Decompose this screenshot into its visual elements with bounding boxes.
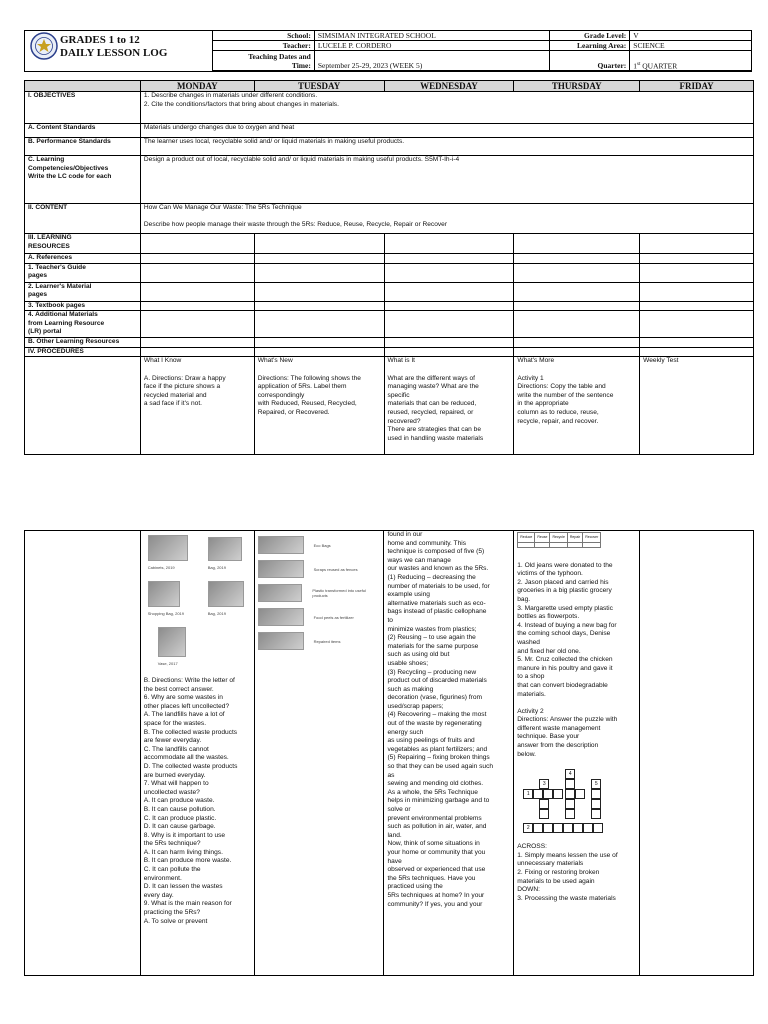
crossword-cell: [563, 823, 573, 833]
learning-resources-label: III. LEARNING RESOURCES: [25, 234, 141, 254]
eco-bags-photo: [258, 536, 304, 554]
answer-col-reuse: Reuse: [535, 533, 550, 543]
answer-col-recover: Recover: [583, 533, 601, 543]
title-line-1: GRADES 1 to 12: [60, 34, 140, 46]
tuesday-picture-row: [258, 605, 381, 629]
empty-cell: [384, 263, 514, 282]
crossword-cell: [565, 809, 575, 819]
teachers-guide-label: 1. Teacher's Guide pages: [25, 263, 141, 282]
empty-cell: [140, 311, 254, 338]
content-standards-text: Materials undergo changes due to oxygen and heat: [140, 124, 753, 138]
thursday-continued: [514, 531, 640, 976]
content-standards-label: A. Content Standards: [25, 124, 141, 138]
empty-cell: [140, 338, 254, 348]
crossword-cell: [591, 799, 601, 809]
activity-sentences: 1. Old jeans were donated to the victims of the typhoon. 2. Jason placed and carried his groceries in a big plastic grocery bag. 3. Margarette used empty plastic bottles as flowerpots. 4. Instead of buying a new bag for the coming school days, Denise washed and fixed her old one. 5. Mr. Cruz collected the chicken manure in his poultry and gave it to a shop that can convert biodegradable materials. Activity 2 Directions: Answer the puzzle with different waste management technique. Base your answer from the description below.: [517, 561, 618, 758]
crossword-cell: 1: [523, 789, 533, 799]
empty-cell: [254, 311, 384, 338]
repair-photo: [258, 632, 304, 650]
crossword-cell: [543, 823, 553, 833]
tuesday-picture-row: [258, 581, 381, 605]
grade-level-label: Grade Level:: [550, 31, 630, 41]
empty-cell: [384, 254, 514, 264]
crossword-cell: [565, 779, 575, 789]
empty-cell: [140, 301, 254, 311]
bag-photo: [208, 537, 242, 561]
crossword-cell: 2: [523, 823, 533, 833]
picture-caption: Scraps reused as fences: [313, 566, 358, 572]
references-label: A. References: [25, 254, 141, 264]
learners-material-label: 2. Learner's Material pages: [25, 282, 141, 301]
shopping-bag-photo: [148, 581, 180, 607]
crossword-cell: 5: [591, 779, 601, 789]
empty-cell: [583, 542, 601, 547]
wednesday-continued: found in our home and community. This technique is composed of five (5) ways we can manage our wastes and known as the 5Rs. (1) Reducing – decreasing the number of materials to be used, for example using alternative materials such as eco- bags instead of plastic cellophane to minimize wastes from plastics; (2) Reusing – to use again the materials for the same purpose such as using old but usable shoes; (3) Recycling – producing new product out of discarded materials such as making decoration (vase, figurines) from used/scrap papers; (4) Recovering – making the most out of the waste by regenerating energy such as using peelings of fruits and vegetables as plant fertilizers; and (5) Repairing – fixing broken things so that they can be used again such as sewing and mending old clothes. As a whole, the 5Rs Technique helps in minimizing garbage and to solve or prevent environmental problems such as pollution in air, water, and land. Now, think of some situations in your home or community that you have observed or experienced that use the 5Rs techniques. Have you practiced using the 5Rs techniques at home? In your community? If yes, you and your: [384, 531, 514, 976]
answer-col-repair: Repair: [567, 533, 582, 543]
title-line-2: DAILY LESSON LOG: [60, 47, 168, 59]
learning-competencies-label: C. Learning Competencies/Objectives Write the LC code for each: [25, 156, 141, 204]
procedures-label: IV. PROCEDURES: [25, 347, 141, 357]
procedure-monday: What I Know A. Directions: Draw a happy face if the picture shows a recycled material and a sad face if it's not.: [140, 357, 254, 455]
learning-competencies-text: Design a product out of local, recyclable solid and/ or liquid materials in making useful products. S5MT-Ih-i-4: [140, 156, 753, 204]
tuesday-continued: [254, 531, 384, 976]
teacher-label: Teacher:: [213, 41, 315, 51]
procedure-wednesday: What is It What are the different ways of managing waste? What are the specific materials that can be reduced, reused, recycled, repaired, or recovered? There are strategies that can be used in handling waste materials: [384, 357, 514, 455]
teaching-dates-value: September 25-29, 2023 (WEEK 5): [314, 51, 550, 71]
empty-cell: [535, 542, 550, 547]
empty-cell: [640, 301, 754, 311]
quarter-label: Quarter:: [550, 51, 630, 71]
crossword-cell: [573, 823, 583, 833]
picture-item: [158, 627, 186, 666]
quarter-value: [630, 51, 752, 71]
empty-cell: [384, 311, 514, 338]
empty-cell: [254, 254, 384, 264]
empty-cell: [514, 338, 640, 348]
picture-caption: Bag, 2019: [207, 610, 226, 616]
cabinet-photo: [148, 535, 188, 561]
lesson-log-table-continued: [24, 530, 754, 976]
tuesday-picture-row: [258, 629, 381, 653]
picture-item: [148, 581, 184, 616]
crossword-cell: 4: [565, 769, 575, 779]
school-label: School:: [213, 31, 315, 41]
empty-cell: [514, 234, 640, 254]
recycled-pictures: [144, 531, 251, 677]
picture-caption: Vase, 2017: [157, 660, 178, 666]
empty-cell: [514, 347, 640, 357]
content-label: II. CONTENT: [25, 204, 141, 234]
crossword-clues: ACROSS: 1. Simply means lessen the use of unnecessary materials 2. Fixing or restoring broken materials to be used again DOWN: 3. Processing the waste materials: [517, 843, 618, 902]
empty-cell: [140, 254, 254, 264]
monday-quiz-text: B. Directions: Write the letter of the best correct answer. 6. Why are some wastes in other places left uncollected? A. The landfills have a lot of space for the wastes. B. The collected waste products are fewer everyday. C. The landfills cannot accommodate all the wastes. D. The collected waste products are burned everyday. 7. What will happen to uncollected waste? A. It can produce waste. B. It can cause pollution. C. It can produce plastic. D. It can cause garbage. 8. Why is it important to use the 5Rs technique? A. It can harm living things. B. It can produce more waste. C. It can pollute the environment. D. It can lessen the wastes every day. 9. What is the main reason for practicing the 5Rs? A. To solve or prevent: [143, 677, 238, 925]
procedure-thursday: What's More Activity 1 Directions: Copy the table and write the number of the sentence in the appropriate column as to reduce, reuse, recycle, repair, and recover.: [514, 357, 640, 455]
spacer: [517, 548, 636, 562]
crossword-cell: 3: [539, 779, 549, 789]
empty-cell: [518, 542, 535, 547]
empty-cell: [550, 542, 567, 547]
crossword-cell: [565, 799, 575, 809]
empty-cell: [384, 282, 514, 301]
empty-cell: [25, 357, 141, 455]
picture-item: [208, 537, 242, 570]
empty-cell: [254, 347, 384, 357]
crossword-cell: [565, 789, 575, 799]
day-thursday: THURSDAY: [514, 81, 640, 92]
objectives-label: I. OBJECTIVES: [25, 92, 141, 124]
performance-standards-label: B. Performance Standards: [25, 138, 141, 156]
picture-caption: Bag, 2019: [207, 564, 226, 570]
day-monday: MONDAY: [140, 81, 254, 92]
crossword-cell: [591, 809, 601, 819]
other-resources-label: B. Other Learning Resources: [25, 338, 141, 348]
picture-caption: Cabinets, 2019: [147, 564, 175, 570]
empty-cell: [640, 347, 754, 357]
empty-cell: [514, 311, 640, 338]
teaching-dates-label-line2: Time:: [291, 60, 311, 70]
crossword-cell: [553, 789, 563, 799]
5rs-pictures: [258, 531, 381, 653]
empty-cell: [640, 338, 754, 348]
empty-cell: [254, 263, 384, 282]
empty-cell: [140, 234, 254, 254]
crossword-cell: [539, 799, 549, 809]
plastic-product-photo: [258, 584, 303, 602]
friday-continued: [640, 531, 754, 976]
quarter-text: QUARTER: [640, 61, 678, 70]
empty-cell: [254, 282, 384, 301]
empty-cell: [140, 263, 254, 282]
crossword-cell: [591, 789, 601, 799]
answer-col-reduce: Reduce: [518, 533, 535, 543]
empty-cell: [514, 301, 640, 311]
quarter-suffix: st: [637, 61, 641, 67]
day-tuesday: TUESDAY: [254, 81, 384, 92]
teacher-value: LUCELE P. CORDERO: [314, 41, 550, 51]
monday-continued: [140, 531, 254, 976]
learning-area-value: SCIENCE: [630, 41, 752, 51]
empty-cell: [384, 301, 514, 311]
empty-cell: [640, 234, 754, 254]
empty-cell: [514, 263, 640, 282]
empty-cell: [140, 347, 254, 357]
crossword-cell: [575, 789, 585, 799]
crossword-cell: [533, 789, 543, 799]
procedure-friday: Weekly Test: [640, 357, 754, 455]
activity1-answer-table: [517, 532, 601, 548]
picture-item: [148, 535, 188, 570]
additional-materials-label: 4. Additional Materials from Learning Resource (LR) portal: [25, 311, 141, 338]
empty-cell: [640, 254, 754, 264]
empty-cell: [514, 254, 640, 264]
quarter-number: 1: [633, 61, 638, 70]
empty-cell: [384, 234, 514, 254]
learning-area-label: Learning Area:: [550, 41, 630, 51]
objectives-text: 1. Describe changes in materials under different conditions. 2. Cite the conditions/factors that bring about changes in materials.: [140, 92, 753, 124]
day-header-row: [25, 81, 754, 92]
empty-cell: [640, 282, 754, 301]
crossword-cell: [533, 823, 543, 833]
lesson-log-table: [24, 80, 754, 455]
empty-cell: [254, 301, 384, 311]
content-text: How Can We Manage Our Waste: The 5Rs Technique Describe how people manage their waste through the 5Rs: Reduce, Reuse, Recycle, Repair or Recover: [140, 204, 753, 234]
handbag-photo: [208, 581, 244, 607]
empty-cell: [384, 338, 514, 348]
empty-cell: [567, 542, 582, 547]
picture-caption: Food peels as fertilizer: [313, 614, 354, 620]
empty-cell: [514, 282, 640, 301]
teaching-dates-label: [213, 51, 315, 71]
crossword-cell: [593, 823, 603, 833]
grade-level-value: V: [630, 31, 752, 41]
day-wednesday: WEDNESDAY: [384, 81, 514, 92]
fence-photo: [258, 560, 304, 578]
answer-col-recycle: Recycle: [550, 533, 567, 543]
empty-cell: [640, 263, 754, 282]
deped-seal-icon: [30, 32, 58, 60]
tuesday-picture-row: [258, 533, 381, 557]
empty-cell: [254, 234, 384, 254]
empty-cell: [640, 311, 754, 338]
textbook-pages-label: 3. Textbook pages: [25, 301, 141, 311]
crossword-cell: [553, 823, 563, 833]
empty-cell: [25, 531, 141, 976]
day-friday: FRIDAY: [640, 81, 754, 92]
school-value: SIMSIMAN INTEGRATED SCHOOL: [314, 31, 550, 41]
teaching-dates-label-line1: Teaching Dates and: [248, 51, 311, 61]
header-info-table: [212, 30, 752, 71]
performance-standards-text: The learner uses local, recyclable solid and/ or liquid materials in making useful products.: [140, 138, 753, 156]
fertilizer-photo: [258, 608, 304, 626]
empty-cell: [254, 338, 384, 348]
picture-item: [208, 581, 244, 616]
picture-caption: Shopping Bag, 2019: [147, 610, 184, 616]
picture-caption: Repaired items: [313, 638, 341, 644]
corner-cell: [25, 81, 141, 92]
page-1: [0, 0, 768, 480]
picture-caption: Plastic transformed into useful products: [312, 588, 366, 598]
empty-cell: [140, 282, 254, 301]
procedure-tuesday: What's New Directions: The following shows the application of 5Rs. Label them correspondingly with Reduced, Reused, Recycled, Repaired, or Recovered.: [254, 357, 384, 455]
vase-photo: [158, 627, 186, 657]
log-title: [60, 34, 167, 60]
crossword-cell: [543, 789, 553, 799]
empty-cell: [384, 347, 514, 357]
page-2: [0, 530, 768, 1024]
picture-caption: Eco Bags: [313, 542, 331, 548]
crossword-puzzle: [517, 769, 627, 839]
crossword-cell: [583, 823, 593, 833]
tuesday-picture-row: [258, 557, 381, 581]
crossword-cell: [539, 809, 549, 819]
